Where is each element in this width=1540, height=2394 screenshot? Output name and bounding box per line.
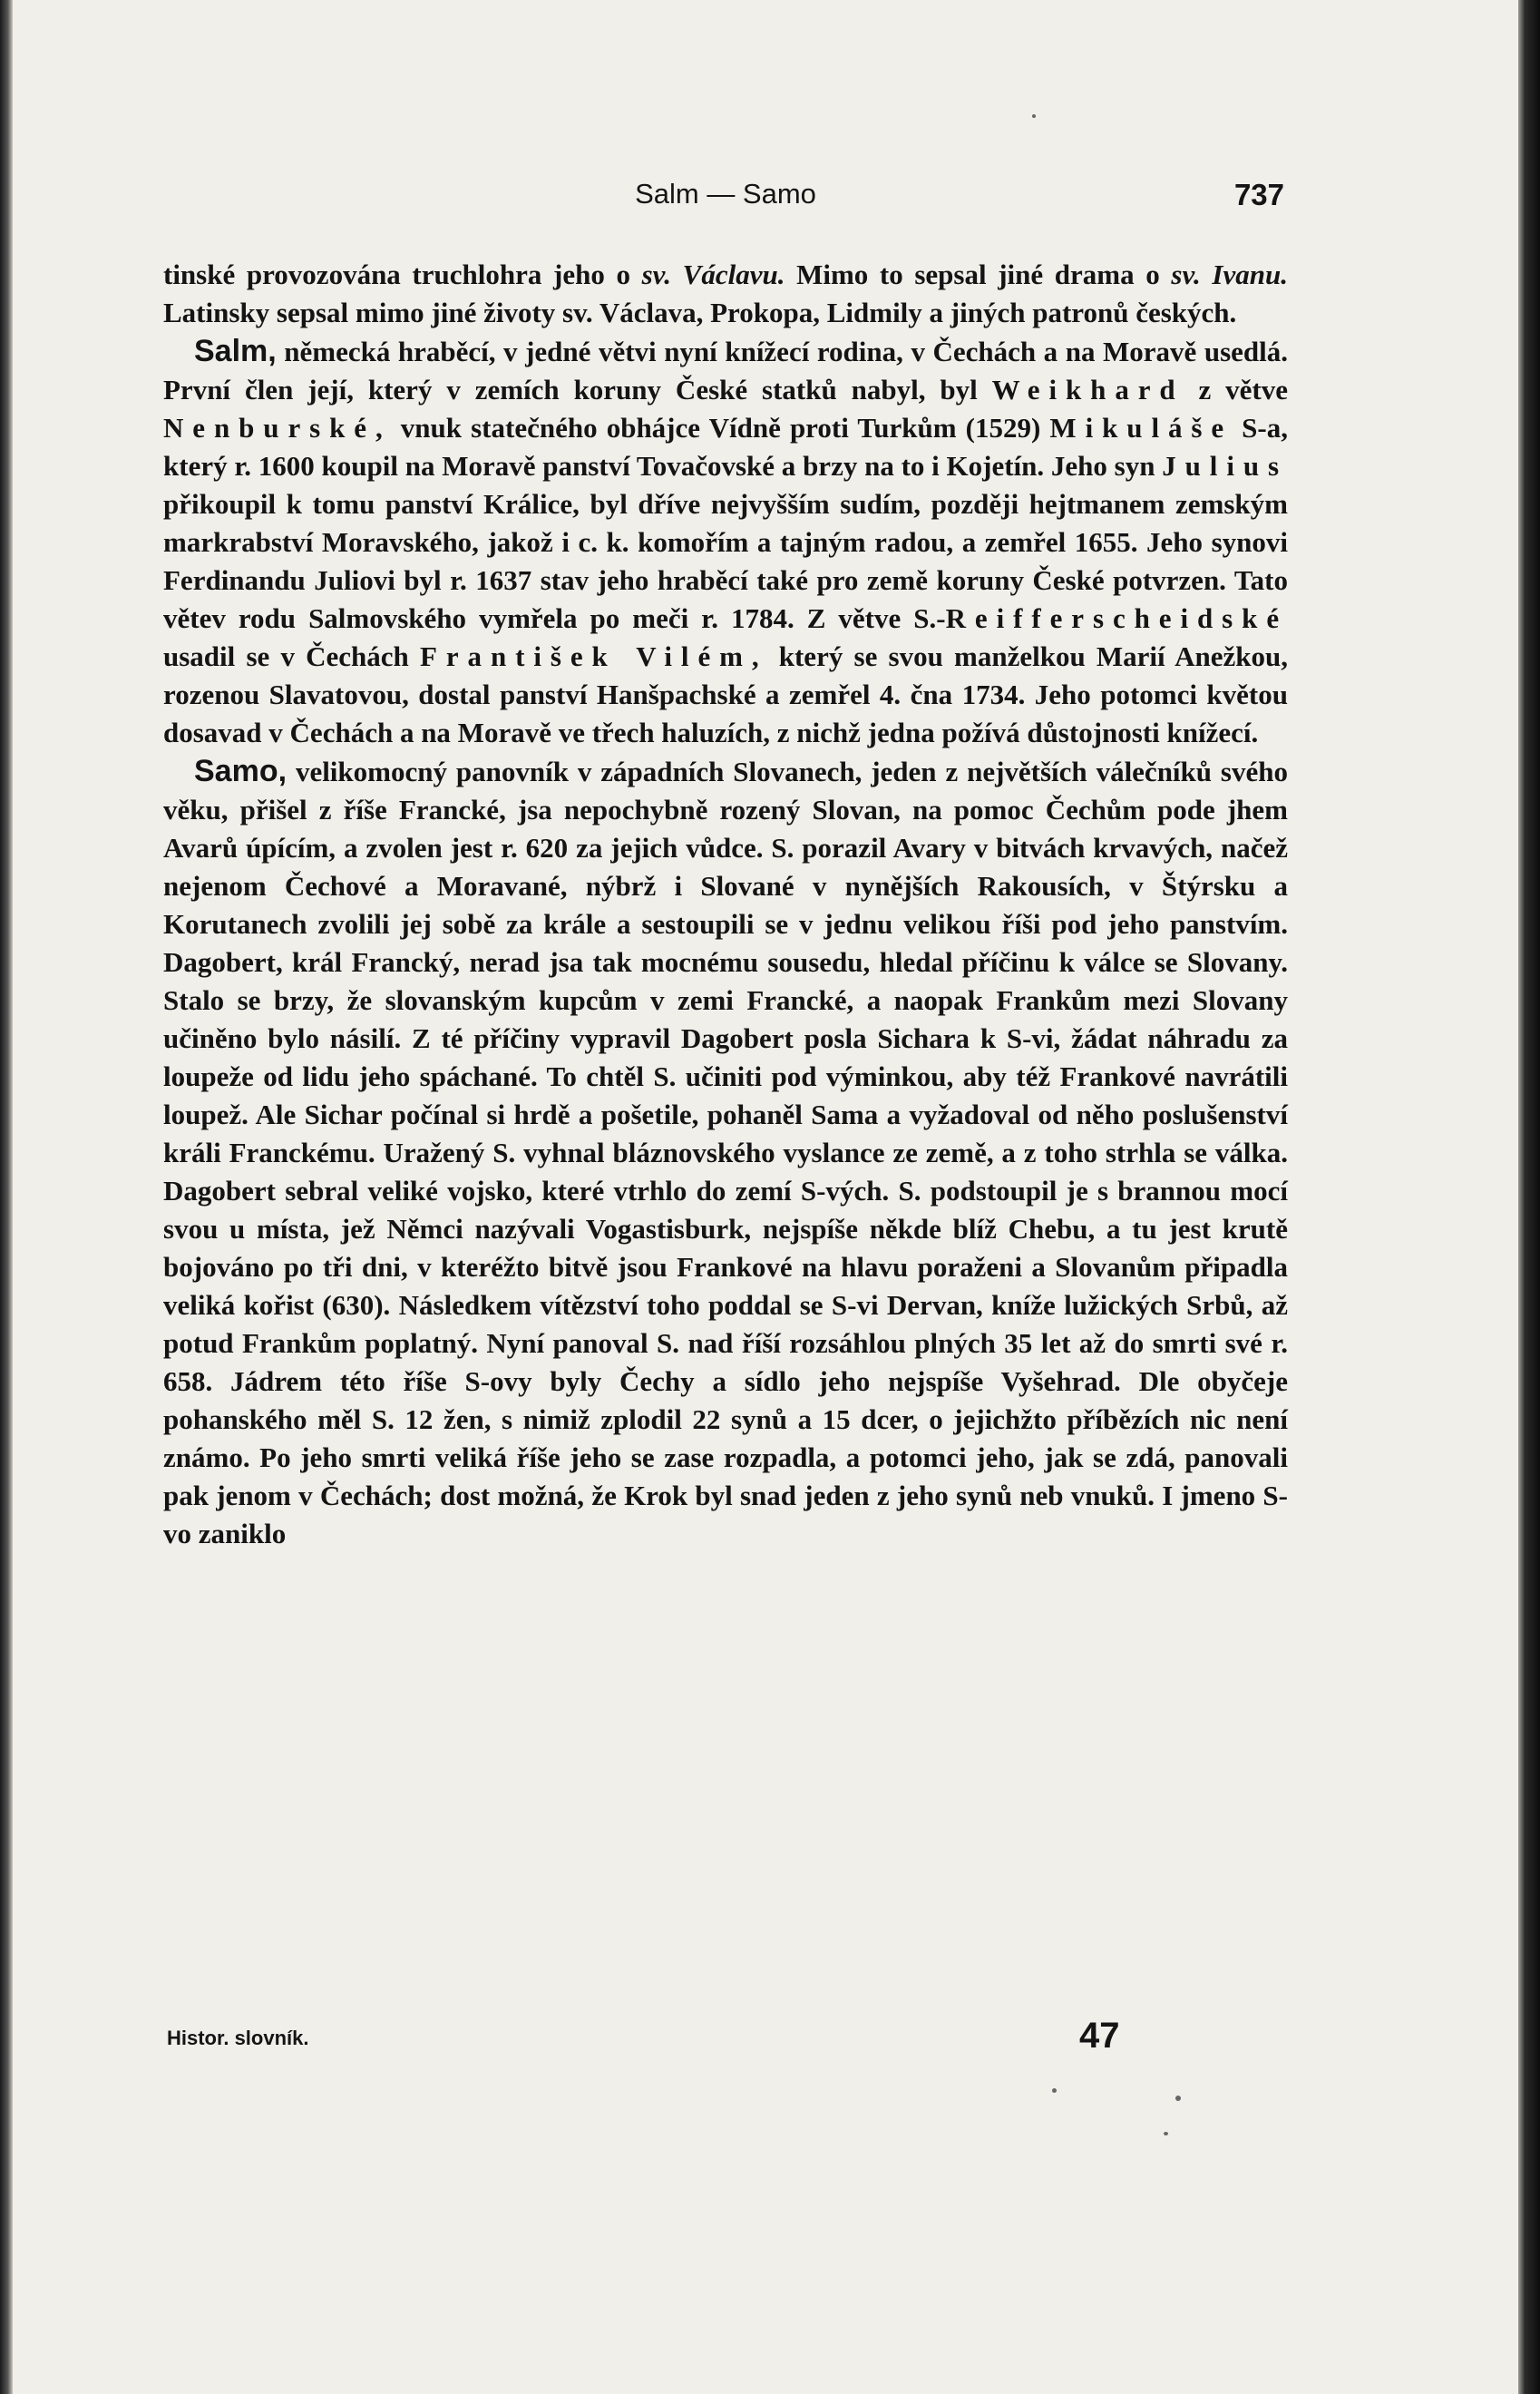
salm-name-nenburske: Nenburské,	[163, 412, 392, 444]
dust-speck	[1164, 2132, 1168, 2135]
entry-salm	[163, 332, 1288, 752]
title-svaty-vaclav: sv. Václavu.	[641, 259, 785, 290]
salm-name-reifferscheidske: Reifferscheidské	[945, 602, 1288, 634]
salm-name-weikhard: Weikhard	[991, 374, 1184, 406]
salm-text-7: který se svou manželkou Marií Anežkou, rozenou Slavatovou, dostal panství Hanšpachské a zemřel 4. čna 1734. Jeho potomci květou dosavad v Čechách a na Moravě ve třech haluzích, z nichž jedna požívá důstojnosti knížecí.	[163, 640, 1288, 748]
page-footer	[163, 2016, 1288, 2070]
entry-headword-samo: Samo,	[194, 754, 288, 788]
salm-text-6: usadil se v Čechách	[163, 640, 420, 672]
page-body	[163, 256, 1288, 1553]
salm-name-julius: Julius	[1162, 450, 1288, 482]
dust-speck	[1052, 2088, 1057, 2093]
salm-text-5: přikoupil k tomu panství Králice, byl dříve nejvyšším sudím, později hejtmanem zemským markrabství Moravského, jakož i c. k. komořím a tajným radou, a zemřel 1655. Jeho synovi Ferdinandu Juliovi byl r. 1637 stav jeho hraběcí také pro země koruny České potvrzen. Tato větev rodu Salmovského vymřela po meči r. 1784. Z větve S.-	[163, 488, 1288, 634]
salm-text-3: vnuk statečného obhájce Vídně proti Turkům (1529)	[391, 412, 1050, 444]
entry-headword-salm: Salm,	[194, 334, 277, 368]
sheet-number: 47	[1079, 2016, 1120, 2056]
dust-speck	[1175, 2096, 1181, 2101]
title-svaty-ivan: sv. Ivanu.	[1171, 259, 1288, 290]
salm-text-1: německá hraběcí, v jedné větvi nyní knížecí rodina, v Čechách a na Moravě usedlá. První člen její, který v zemích koruny České statků nabyl, byl	[163, 336, 1288, 406]
samo-text: velikomocný panovník v západních Slovanech, jeden z největších válečníků svého věku, přišel z říše Francké, jsa nepochybně rozený Slovan, na pomoc Čechům pode jhem Avarů úpícím, a zvolen jest r. 620 za jejich vůdce. S. porazil Avary v bitvách krvavých, načež nejenom Čechové a Moravané, nýbrž i Slované v nynějších Rakousích, v Štýrsku a Korutanech zvolili jej sobě za krále a sestoupili se v jednu velikou říši pod jeho panstvím. Dagobert, král Francký, nerad jsa tak mocnému sousedu, hledal příčinu k válce se Slovany. Stalo se brzy, že slovanským kupcům v zemi Francké, a naopak Frankům mezi Slovany učiněno bylo násilí. Z té příčiny vypravil Dagobert posla Sichara k S-vi, žádat náhradu za loupeže od lidu jeho spáchané. To chtěl S. učiniti pod výminkou, aby též Frankové navrátili loupež. Ale Sichar počínal si hrdě a pošetile, pohaněl Sama a vyžadoval od něho poslušenství králi Franckému. Uražený S. vyhnal bláznovského vyslance ze země, a z toho strhla se válka. Dagobert sebral veliké vojsko, které vtrhlo do zemí S-vých. S. podstoupil je s brannou mocí svou u místa, jež Němci nazývali Vogastisburk, nejspíše někde blíž Chebu, a tu jest krutě bojováno po tři dni, v kteréžto bitvě jsou Frankové na hlavu poraženi a Slovanům připadla veliká kořist (630). Následkem vítězství toho poddal se S-vi Dervan, kníže lužických Srbů, až potud Frankům poplatný. Nyní panoval S. nad říší rozsáhlou plných 35 let až do smrti své r. 658. Jádrem této říše S-ovy byly Čechy a sídlo jeho nejspíše Vyšehrad. Dle obyčeje pohanského měl S. 12 žen, s nimiž zplodil 22 synů a 15 dcer, o jejichžto příbězích nic není známo. Po jeho smrti veliká říše jeho se zase rozpadla, a potomci jeho, jak se zdá, panovali pak jenom v Čechách; dost možná, že Krok byl snad jeden z jeho synů neb vnuků. I jmeno S-vo zaniklo	[163, 756, 1288, 1549]
salm-text-2: z větve	[1184, 374, 1288, 406]
page-number: 737	[1233, 178, 1284, 211]
continuation-text-2: Mimo to sepsal jiné drama o	[785, 259, 1172, 290]
signature-mark: Histor. slovník.	[167, 2027, 309, 2049]
continuation-text-3: Latinsky sepsal mimo jiné životy sv. Václava, Prokopa, Lidmily a jiných patronů českých.	[163, 297, 1237, 328]
continuation-text-1: tinské provozována truchlohra jeho o	[163, 259, 642, 290]
running-head: Salm — Samo	[635, 178, 816, 210]
dust-speck	[1032, 114, 1036, 118]
page-edge-left	[0, 0, 13, 2394]
entry-samo	[163, 752, 1288, 1553]
salm-name-frantisek-vilem: František Vilém,	[419, 640, 768, 672]
salm-name-mikulase: Mikuláše	[1049, 412, 1233, 444]
page-header	[163, 178, 1288, 220]
salm-text-4: S-a, který r. 1600 koupil na Moravě panství Tovačovské a brzy na to i Kojetín. Jeho syn	[163, 412, 1288, 482]
continuation-paragraph	[163, 256, 1288, 332]
page-edge-right	[1518, 0, 1540, 2394]
